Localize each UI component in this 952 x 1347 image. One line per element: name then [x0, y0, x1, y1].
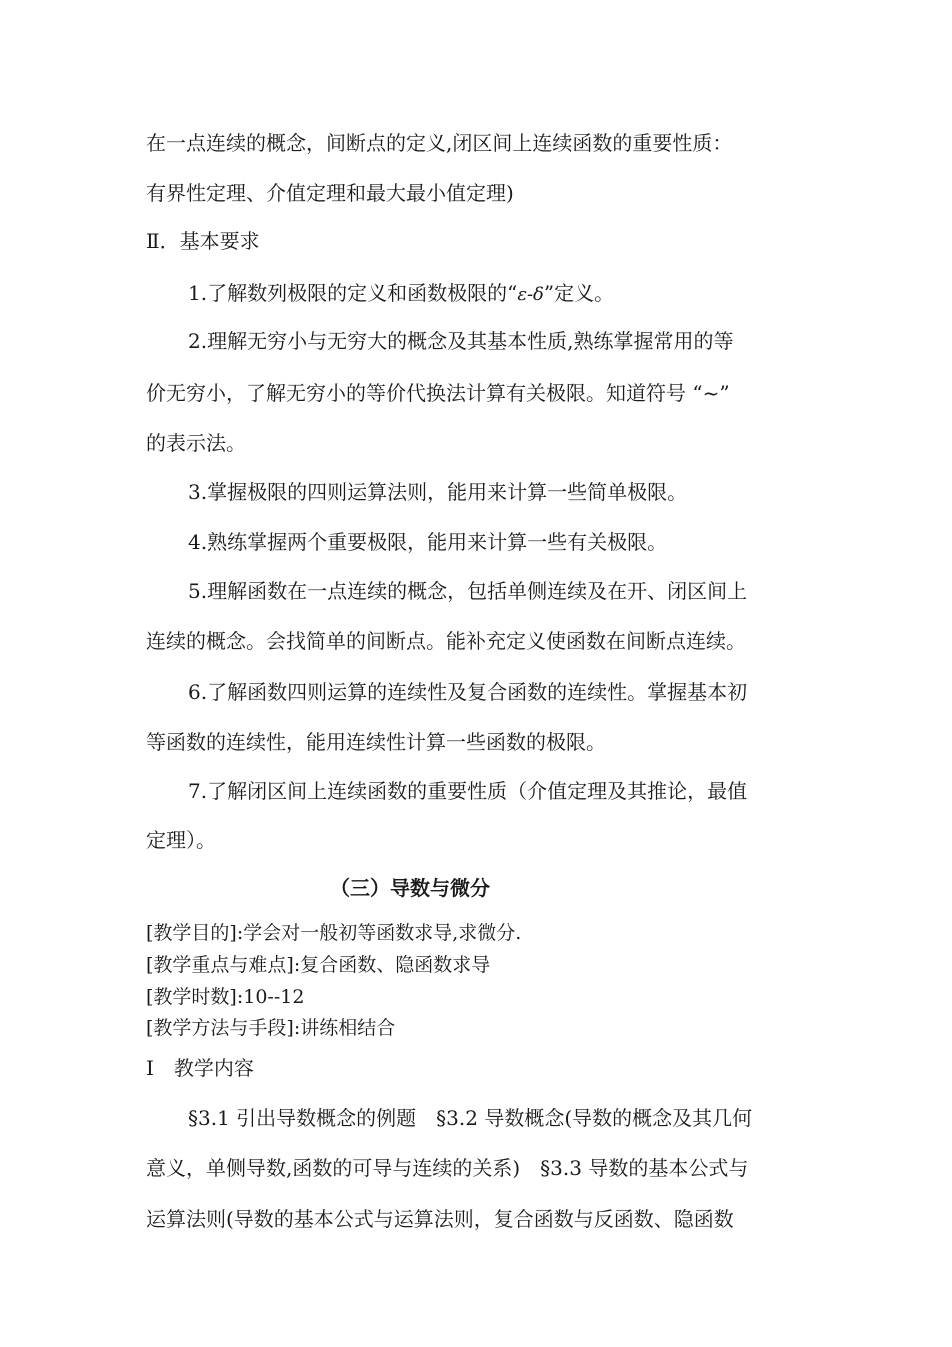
text-line: 有界性定理、介值定理和最大最小值定理) [146, 181, 514, 205]
text-line: 价无穷小，了解无穷小的等价代换法计算有关极限。知道符号 “~” [146, 381, 730, 405]
content-title: I 教学内容 [146, 1056, 254, 1080]
requirement-item-7: 7.了解闭区间上连续函数的重要性质（介值定理及其推论，最值 [188, 779, 748, 803]
requirement-item-2: 2.理解无穷小与无穷大的概念及其基本性质,熟练掌握常用的等 [188, 329, 734, 353]
section-heading-text: （三）导数与微分 [330, 876, 490, 900]
text-line: 等函数的连续性，能用连续性计算一些函数的极限。 [146, 730, 606, 754]
text-line: 在一点连续的概念，间断点的定义,闭区间上连续函数的重要性质： [146, 131, 733, 155]
text-line: 的表示法。 [146, 431, 246, 455]
text-line: 连续的概念。会找简单的间断点。能补充定义使函数在间断点连续。 [146, 629, 746, 653]
requirement-item-6: 6.了解函数四则运算的连续性及复合函数的连续性。掌握基本初 [188, 680, 748, 704]
teaching-hours: [教学时数]:10--12 [146, 986, 305, 1008]
epsilon-delta-symbol: ε-δ [517, 284, 544, 305]
text-line: 定理）。 [146, 828, 216, 852]
section-title-requirements: Ⅱ．基本要求 [146, 229, 260, 253]
content-paragraph: §3.1 引出导数概念的例题 §3.2 导数概念(导数的概念及其几何 [188, 1106, 753, 1130]
text-fragment: 1.了解数列极限的定义和函数极限的“ [188, 281, 518, 305]
requirement-item-3: 3.掌握极限的四则运算法则，能用来计算一些简单极限。 [188, 480, 688, 504]
requirement-item-4: 4.熟练掌握两个重要极限，能用来计算一些有关极限。 [188, 530, 668, 554]
teaching-purpose: [教学目的]:学会对一般初等函数求导,求微分. [146, 922, 522, 944]
text-line: 运算法则(导数的基本公式与运算法则，复合函数与反函数、隐函数 [146, 1207, 734, 1231]
teaching-focus: [教学重点与难点]:复合函数、隐函数求导 [146, 954, 491, 976]
text-line: 意义，单侧导数,函数的可导与连续的关系) §3.3 导数的基本公式与 [146, 1156, 749, 1180]
teaching-methods: [教学方法与手段]:讲练相结合 [146, 1017, 396, 1039]
requirement-item-1 [188, 280, 858, 308]
requirement-item-5: 5.理解函数在一点连续的概念，包括单侧连续及在开、闭区间上 [188, 579, 748, 603]
section-heading [0, 875, 952, 901]
text-fragment: ”定义。 [543, 281, 615, 305]
